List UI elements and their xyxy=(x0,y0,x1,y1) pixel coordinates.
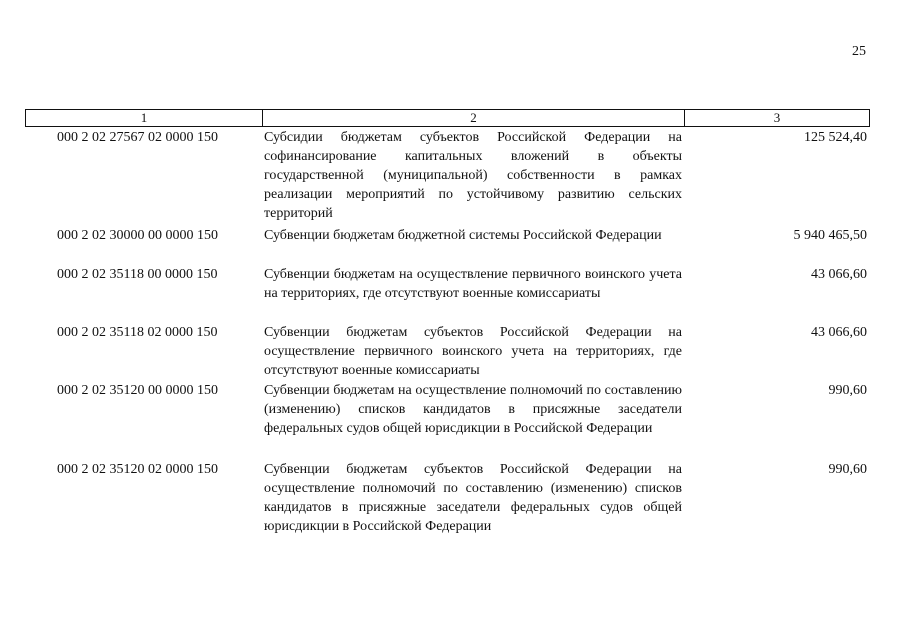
row-amount: 5 940 465,50 xyxy=(793,228,867,243)
budget-code: 000 2 02 30000 00 0000 150 xyxy=(57,228,218,243)
row-amount: 990,60 xyxy=(828,383,867,398)
budget-code: 000 2 02 27567 02 0000 150 xyxy=(57,130,218,145)
row-amount: 990,60 xyxy=(828,462,867,477)
row-description: Субсидии бюджетам субъектов Российской Федерации на софинансирование капитальных вложений в объекты государственной (муниципальной) собственности в рамках реализации мероприятий по устойчивому развитию сельских территорий xyxy=(264,130,682,221)
budget-code: 000 2 02 35118 00 0000 150 xyxy=(57,267,218,282)
header-col-2: 2 xyxy=(262,109,685,127)
budget-code: 000 2 02 35118 02 0000 150 xyxy=(57,325,218,340)
header-col-3: 3 xyxy=(684,109,870,127)
row-amount: 43 066,60 xyxy=(811,267,867,282)
row-description: Субвенции бюджетам субъектов Российской Федерации на осуществление первичного воинского учета на территориях, где отсутствуют военные комиссариаты xyxy=(264,325,682,378)
header-col-1: 1 xyxy=(25,109,263,127)
row-description: Субвенции бюджетам субъектов Российской Федерации на осуществление полномочий по составлению (изменению) списков кандидатов в присяжные заседатели федеральных судов общей юрисдикции в Российской Федерации xyxy=(264,462,682,534)
row-description: Субвенции бюджетам на осуществление первичного воинского учета на территориях, где отсутствуют военные комиссариаты xyxy=(264,267,682,301)
row-description: Субвенции бюджетам на осуществление полномочий по составлению (изменению) списков кандидатов в присяжные заседатели федеральных судов общей юрисдикции в Российской Федерации xyxy=(264,383,682,436)
row-description: Субвенции бюджетам бюджетной системы Российской Федерации xyxy=(264,228,662,243)
page-number: 25 xyxy=(852,44,866,59)
budget-code: 000 2 02 35120 02 0000 150 xyxy=(57,462,218,477)
table-header xyxy=(25,109,870,127)
row-amount: 125 524,40 xyxy=(804,130,867,145)
budget-code: 000 2 02 35120 00 0000 150 xyxy=(57,383,218,398)
row-amount: 43 066,60 xyxy=(811,325,867,340)
